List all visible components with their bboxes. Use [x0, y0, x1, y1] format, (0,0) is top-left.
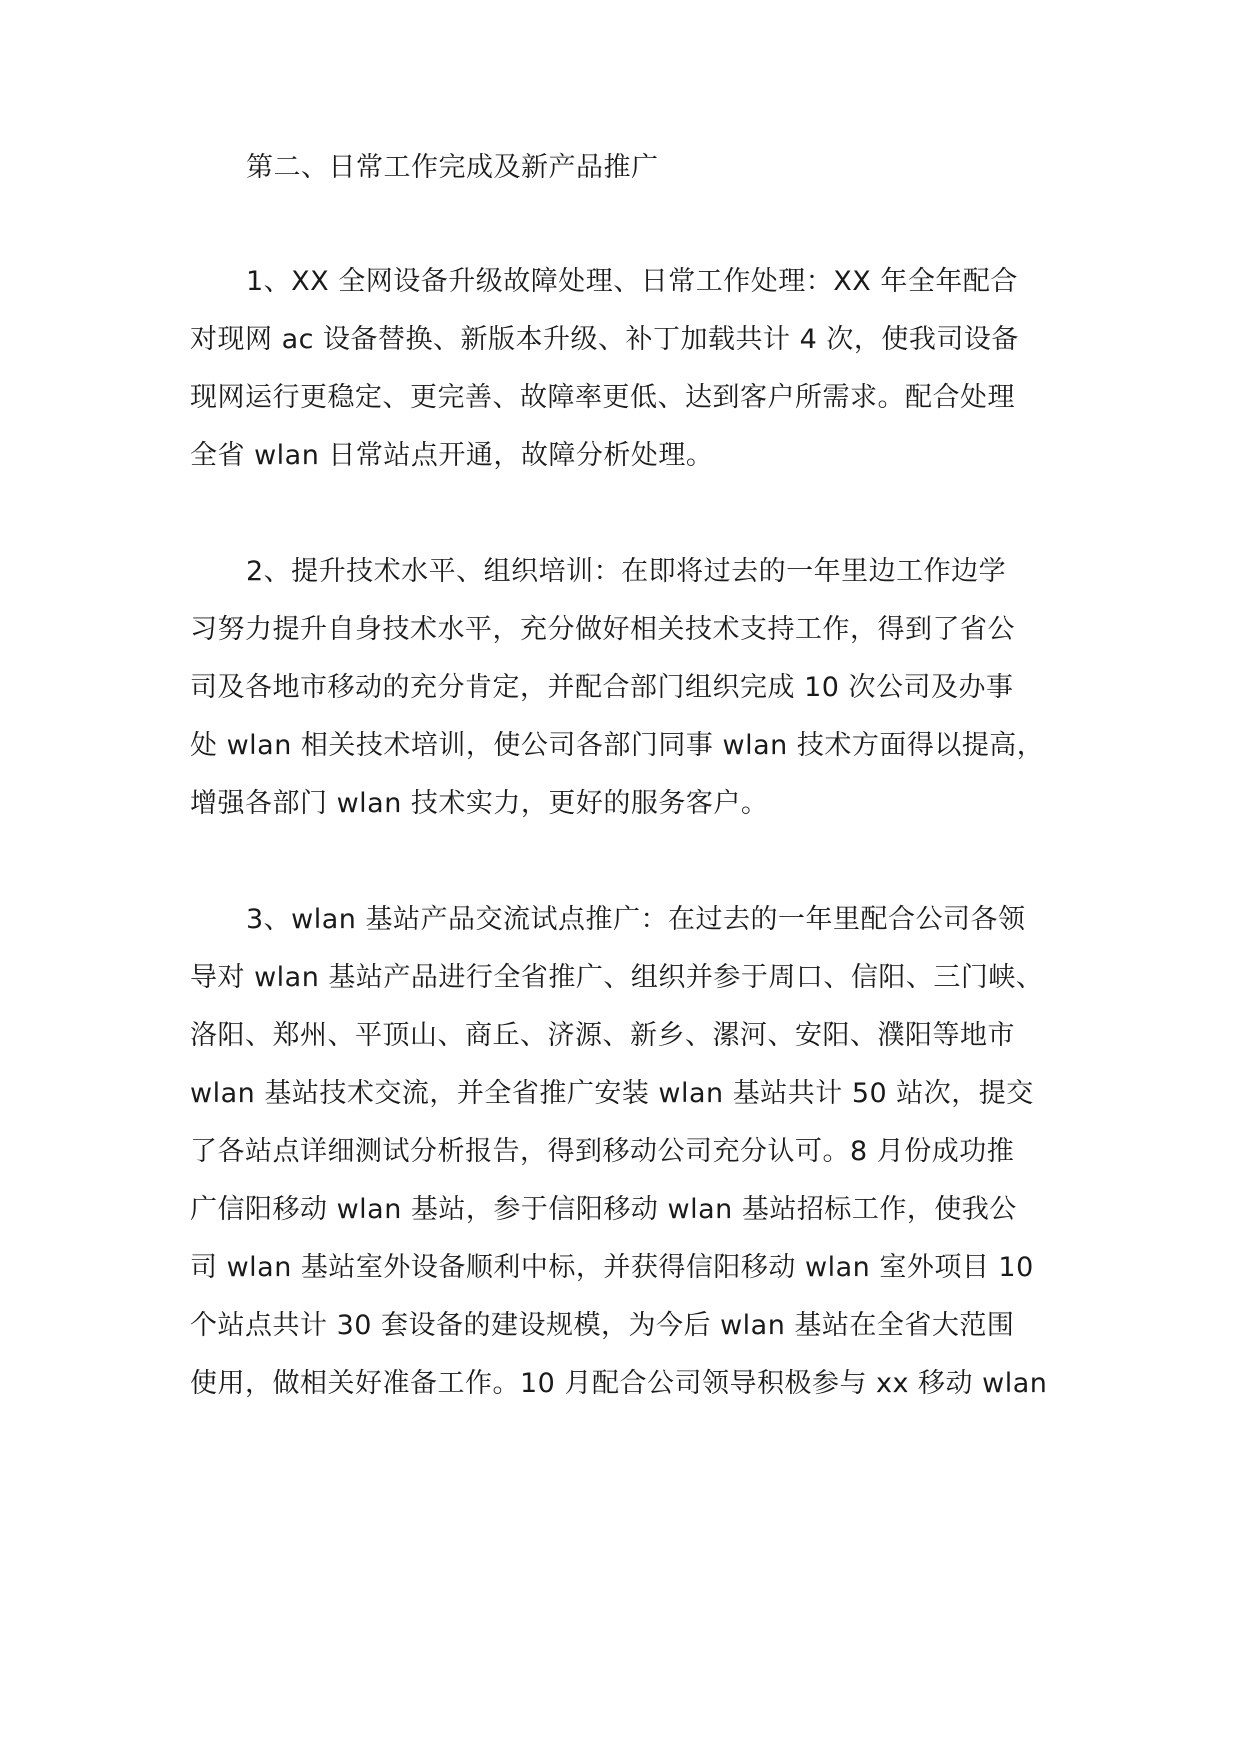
paragraph-3-line-2: 导对 wlan 基站产品进行全省推广、组织并参于周口、信阳、三门峡、	[190, 962, 1044, 993]
paragraph-3-line-4: wlan 基站技术交流，并全省推广安装 wlan 基站共计 50 站次，提交	[190, 1078, 1034, 1109]
paragraph-2-line-1: 2、提升技术水平、组织培训：在即将过去的一年里边工作边学	[246, 556, 1007, 587]
paragraph-3-line-7: 司 wlan 基站室外设备顺利中标，并获得信阳移动 wlan 室外项目 10	[190, 1252, 1034, 1283]
paragraph-1-line-4: 全省 wlan 日常站点开通，故障分析处理。	[190, 440, 714, 471]
paragraph-3-line-1: 3、wlan 基站产品交流试点推广：在过去的一年里配合公司各领	[246, 904, 1026, 935]
paragraph-3-line-9: 使用，做相关好准备工作。10 月配合公司领导积极参与 xx 移动 wlan	[190, 1368, 1048, 1399]
paragraph-2-line-4: 处 wlan 相关技术培训，使公司各部门同事 wlan 技术方面得以提高，	[190, 730, 1045, 761]
paragraph-2-line-3: 司及各地市移动的充分肯定，并配合部门组织完成 10 次公司及办事	[190, 672, 1014, 703]
paragraph-1-line-1: 1、XX 全网设备升级故障处理、日常工作处理：XX 年全年配合	[246, 266, 1018, 297]
paragraph-3-line-3: 洛阳、郑州、平顶山、商丘、济源、新乡、漯河、安阳、濮阳等地市	[190, 1020, 1015, 1051]
paragraph-2-line-2: 习努力提升自身技术水平，充分做好相关技术支持工作，得到了省公	[190, 614, 1015, 645]
paragraph-3-line-6: 广信阳移动 wlan 基站，参于信阳移动 wlan 基站招标工作，使我公	[190, 1194, 1017, 1225]
paragraph-3-line-8: 个站点共计 30 套设备的建设规模，为今后 wlan 基站在全省大范围	[190, 1310, 1015, 1341]
paragraph-3-line-5: 了各站点详细测试分析报告，得到移动公司充分认可。8 月份成功推	[190, 1136, 1015, 1167]
paragraph-2-line-5: 增强各部门 wlan 技术实力，更好的服务客户。	[190, 788, 769, 819]
paragraph-1-line-3: 现网运行更稳定、更完善、故障率更低、达到客户所需求。配合处理	[190, 382, 1015, 413]
paragraph-1-line-2: 对现网 ac 设备替换、新版本升级、补丁加载共计 4 次，使我司设备	[190, 324, 1019, 355]
section-heading: 第二、日常工作完成及新产品推广	[246, 152, 659, 183]
